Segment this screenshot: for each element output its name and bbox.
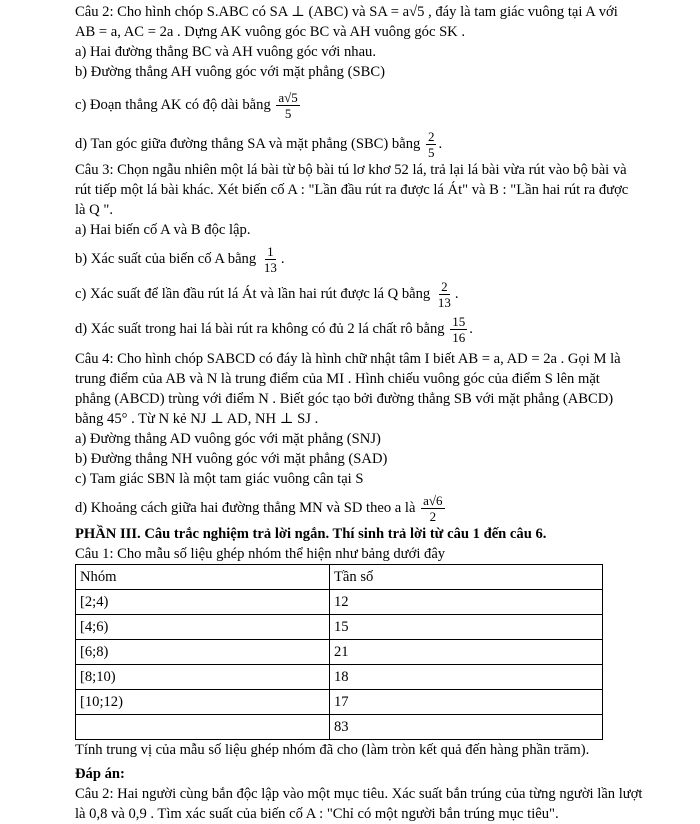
fraction-numerator: a√5 bbox=[278, 90, 298, 105]
q3-option-b bbox=[75, 244, 687, 275]
fraction-denominator: 16 bbox=[452, 330, 466, 345]
fraction-denominator: 13 bbox=[263, 260, 277, 275]
table-row bbox=[76, 690, 603, 715]
part3-q2-line2: là 0,8 và 0,9 . Tìm xác suất của biến cố A : "Chỉ có một người bắn trúng mục tiêu". bbox=[75, 806, 559, 822]
q3-option-a: a) Hai biến cố A và B độc lập. bbox=[75, 222, 251, 238]
cell-frequency: 17 bbox=[330, 690, 603, 715]
fraction-numerator: 2 bbox=[441, 279, 448, 294]
q2-option-b: b) Đường thẳng AH vuông góc với mặt phẳng (SBC) bbox=[75, 64, 385, 80]
period: . bbox=[280, 250, 285, 267]
q3-option-d bbox=[75, 314, 687, 345]
q4-option-b: b) Đường thẳng NH vuông góc với mặt phẳng (SAD) bbox=[75, 451, 388, 467]
q4-intro-line1: Câu 4: Cho hình chóp SABCD có đáy là hình chữ nhật tâm I biết AB = a, AD = 2a . Gọi M là bbox=[75, 351, 621, 367]
fraction-denominator: 2 bbox=[429, 509, 437, 524]
table-row bbox=[76, 615, 603, 640]
part3-q1-text: Câu 1: Cho mẫu số liệu ghép nhóm thể hiện như bảng dưới đây bbox=[75, 546, 446, 562]
answer-label: Đáp án: bbox=[75, 766, 125, 782]
header-frequency: Tần số bbox=[330, 565, 603, 590]
cell-frequency: 18 bbox=[330, 665, 603, 690]
q4-option-a: a) Đường thẳng AD vuông góc với mặt phẳng (SNJ) bbox=[75, 431, 381, 447]
cell-group: [4;6) bbox=[76, 615, 330, 640]
q3-option-d-text: d) Xác suất trong hai lá bài rút ra không có đủ 2 lá chất rô bằng bbox=[75, 320, 445, 337]
part3-heading: PHẦN III. Câu trắc nghiệm trả lời ngắn. Thí sinh trả lời từ câu 1 đến câu 6. bbox=[75, 526, 547, 542]
table-header-row bbox=[76, 565, 603, 590]
q3-option-c bbox=[75, 279, 687, 310]
period: . bbox=[454, 285, 459, 302]
q2-option-d-text: d) Tan góc giữa đường thẳng SA và mặt phẳng (SBC) bằng bbox=[75, 135, 421, 152]
cell-group: [8;10) bbox=[76, 665, 330, 690]
table-row bbox=[76, 590, 603, 615]
cell-frequency: 15 bbox=[330, 615, 603, 640]
fraction bbox=[421, 493, 444, 524]
q2-option-d bbox=[75, 129, 687, 160]
cell-frequency: 21 bbox=[330, 640, 603, 665]
q4-option-c: c) Tam giác SBN là một tam giác vuông cân tại S bbox=[75, 471, 364, 487]
part3-q1-ask: Tính trung vị của mẫu số liệu ghép nhóm đã cho (làm tròn kết quả đến hàng phần trăm). bbox=[75, 742, 590, 758]
q2-intro-line2: AB = a, AC = 2a . Dựng AK vuông góc BC và AH vuông góc SK . bbox=[75, 24, 466, 40]
fraction bbox=[262, 244, 279, 275]
q2-option-c bbox=[75, 90, 687, 121]
fraction-numerator: 1 bbox=[267, 244, 274, 259]
fraction-numerator: 15 bbox=[452, 314, 466, 329]
fraction-denominator: 5 bbox=[284, 106, 292, 121]
q3-intro-line1: Câu 3: Chọn ngẫu nhiên một lá bài từ bộ bài tú lơ khơ 52 lá, trả lại lá bài vừa rút vào bộ bài và bbox=[75, 162, 627, 178]
fraction bbox=[436, 279, 453, 310]
period: . bbox=[469, 320, 473, 337]
cell-group bbox=[76, 715, 330, 740]
q4-intro-line4: bằng 45° . Từ N kẻ NJ ⊥ AD, NH ⊥ SJ . bbox=[75, 411, 319, 427]
q3-intro-line2: rút tiếp một lá bài khác. Xét biến cố A : "Lần đầu rút ra được lá Át" và B : "Lần hai rút ra được bbox=[75, 182, 629, 198]
table-row bbox=[76, 715, 603, 740]
fraction bbox=[426, 129, 437, 160]
q3-option-b-text: b) Xác suất của biến cố A bằng bbox=[75, 250, 257, 267]
fraction-denominator: 5 bbox=[427, 145, 435, 160]
cell-group: [6;8) bbox=[76, 640, 330, 665]
cell-frequency: 12 bbox=[330, 590, 603, 615]
fraction-numerator: 2 bbox=[427, 129, 435, 144]
q2-option-a: a) Hai đường thẳng BC và AH vuông góc với nhau. bbox=[75, 44, 376, 60]
q4-intro-line3: phẳng (ABCD) trùng với điểm N . Biết góc tạo bởi đường thẳng SB với mặt phẳng (ABCD) bbox=[75, 391, 614, 407]
q4-intro-line2: trung điểm của AB và N là trung điểm của MI . Hình chiếu vuông góc của điểm S lên mặt bbox=[75, 371, 600, 387]
grouped-data-table bbox=[75, 564, 603, 740]
header-group: Nhóm bbox=[76, 565, 330, 590]
part3-q2-line1: Câu 2: Hai người cùng bắn độc lập vào một mục tiêu. Xác suất bắn trúng của từng người lần lượt bbox=[75, 786, 643, 802]
cell-group: [10;12) bbox=[76, 690, 330, 715]
q3-intro-line3: là Q ". bbox=[75, 202, 113, 218]
fraction bbox=[276, 90, 299, 121]
period: . bbox=[438, 135, 443, 152]
q2-option-c-text: c) Đoạn thẳng AK có độ dài bằng bbox=[75, 96, 271, 113]
table-row bbox=[76, 640, 603, 665]
fraction-numerator: a√6 bbox=[423, 493, 443, 508]
cell-frequency: 83 bbox=[330, 715, 603, 740]
q4-option-d-text: d) Khoảng cách giữa hai đường thẳng MN và SD theo a là bbox=[75, 499, 416, 516]
document-page bbox=[75, 2, 687, 824]
q3-option-c-text: c) Xác suất để lần đầu rút lá Át và lần hai rút được lá Q bằng bbox=[75, 285, 431, 302]
q4-option-d bbox=[75, 493, 687, 524]
fraction bbox=[450, 314, 467, 345]
fraction-denominator: 13 bbox=[437, 295, 451, 310]
q2-intro-line1: Câu 2: Cho hình chóp S.ABC có SA ⊥ (ABC) và SA = a√5 , đáy là tam giác vuông tại A với bbox=[75, 4, 618, 20]
table-row bbox=[76, 665, 603, 690]
cell-group: [2;4) bbox=[76, 590, 330, 615]
